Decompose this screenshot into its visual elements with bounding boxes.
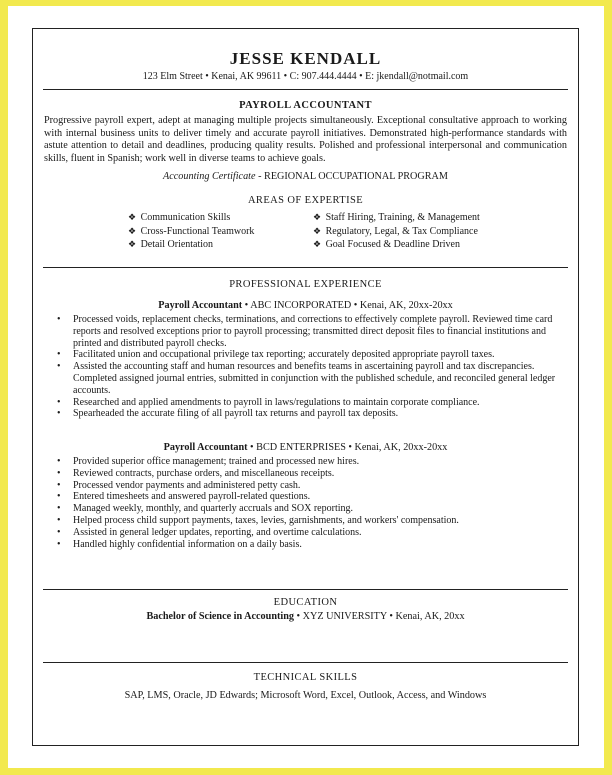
expertise-item [313,238,548,252]
list-item: • Processed voids, replacement checks, terminations, and corrections to effectively complete payroll. Reviewed time card reports and resolved exceptions prior to payroll processing; transmitted direct deposit files to financial institutions and printed and distributed payroll checks. [53,314,562,349]
list-item: • Assisted in general ledger updates, reporting, and overtime calculations. [53,527,562,539]
list-item: • Facilitated union and occupational privilege tax reporting; accurately deposited appropriate payroll taxes. [53,349,562,361]
list-item: • Entered timesheets and answered payroll-related questions. [53,491,562,503]
expertise-item-label: Staff Hiring, Training, & Management [325,212,480,223]
diamond-bullet-icon: ❖ [128,239,137,249]
candidate-name: JESSE KENDALL [229,49,382,68]
technical-skills-line: SAP, LMS, Oracle, JD Edwards; Microsoft Word, Excel, Outlook, Access, and Windows [124,690,487,701]
resume-border [32,28,579,746]
expertise-item [128,225,313,239]
list-item: • Helped process child support payments, taxes, levies, garnishments, and workers' compensation. [53,515,562,527]
degree: Bachelor of Science in Accounting [146,611,294,622]
expertise-item-label: Detail Orientation [140,239,214,250]
education-line [33,611,578,622]
job-title-2 [33,442,578,453]
expertise-item [128,211,313,225]
job-role: Payroll Accountant [158,300,243,311]
expertise-heading: AREAS OF EXPERTISE [247,195,364,206]
education-heading: EDUCATION [273,597,338,608]
resume-title: PAYROLL ACCOUNTANT [239,100,372,111]
expertise-list [128,211,548,252]
list-item: • Managed weekly, monthly, and quarterly accruals and SOX reporting. [53,503,562,515]
expertise-item-label: Goal Focused & Deadline Driven [325,239,460,250]
list-item: • Researched and applied amendments to payroll in laws/regulations to maintain corporate compliance. [53,397,562,409]
expertise-item-label: Cross-Functional Teamwork [140,225,255,237]
resume-page [8,6,604,768]
list-item: • Provided superior office management; trained and processed new hires. [53,456,562,468]
certificate-name: Accounting Certificate [163,171,256,182]
job-1-bullets [53,314,562,420]
diamond-bullet-icon: ❖ [313,225,322,236]
expertise-item-label: Regulatory, Legal, & Tax Compliance [325,225,478,237]
expertise-item [313,225,548,239]
certificate-line [33,171,578,182]
job-2-bullets [53,456,562,550]
list-item: • Processed vendor payments and administered petty cash. [53,480,562,492]
job-title-1 [33,300,578,311]
divider [43,589,568,590]
contact-line: 123 Elm Street • Kenai, AK 99611 • C: 907.444.4444 • E: jkendall@notmail.com [142,71,469,82]
school: • XYZ UNIVERSITY • Kenai, AK, 20xx [293,611,465,622]
expertise-item [313,211,548,225]
diamond-bullet-icon: ❖ [313,212,322,222]
job-employer: • BCD ENTERPRISES • Kenai, AK, 20xx-20xx [247,442,448,453]
expertise-item-label: Communication Skills [140,212,231,223]
job-role: Payroll Accountant [163,442,248,453]
experience-heading: PROFESSIONAL EXPERIENCE [229,279,382,290]
list-item: • Assisted the accounting staff and human resources and benefits teams in ascertaining payroll and tax discrepancies. Completed assigned journal entries, submitted in conjunction with the published schedule, and reconciled general ledger accounts. [53,361,562,396]
list-item: • Handled highly confidential information on a daily basis. [53,539,562,551]
diamond-bullet-icon: ❖ [128,225,137,236]
job-employer: • ABC INCORPORATED • Kenai, AK, 20xx-20xx [242,300,453,311]
divider [43,662,568,663]
diamond-bullet-icon: ❖ [128,212,137,222]
expertise-item [128,238,313,252]
diamond-bullet-icon: ❖ [313,239,322,249]
list-item: • Reviewed contracts, purchase orders, and miscellaneous receipts. [53,468,562,480]
certificate-program: - REGIONAL OCCUPATIONAL PROGRAM [255,171,448,182]
divider [43,89,568,90]
divider [43,267,568,268]
summary-paragraph: Progressive payroll expert, adept at managing multiple projects simultaneously. Exceptional consultative approach to working with internal business units to deliver timely and accurate payroll initiatives. Demonstrated high-performance standards with astute attention to detail and deadlines, producing quality results. Polished and professional interpersonal and communication skills, fluent in Spanish; work well in diverse teams to achieve goals. [44,115,567,164]
list-item: • Spearheaded the accurate filing of all payroll tax returns and payroll tax deposits. [53,408,562,420]
technical-heading: TECHNICAL SKILLS [253,672,358,683]
